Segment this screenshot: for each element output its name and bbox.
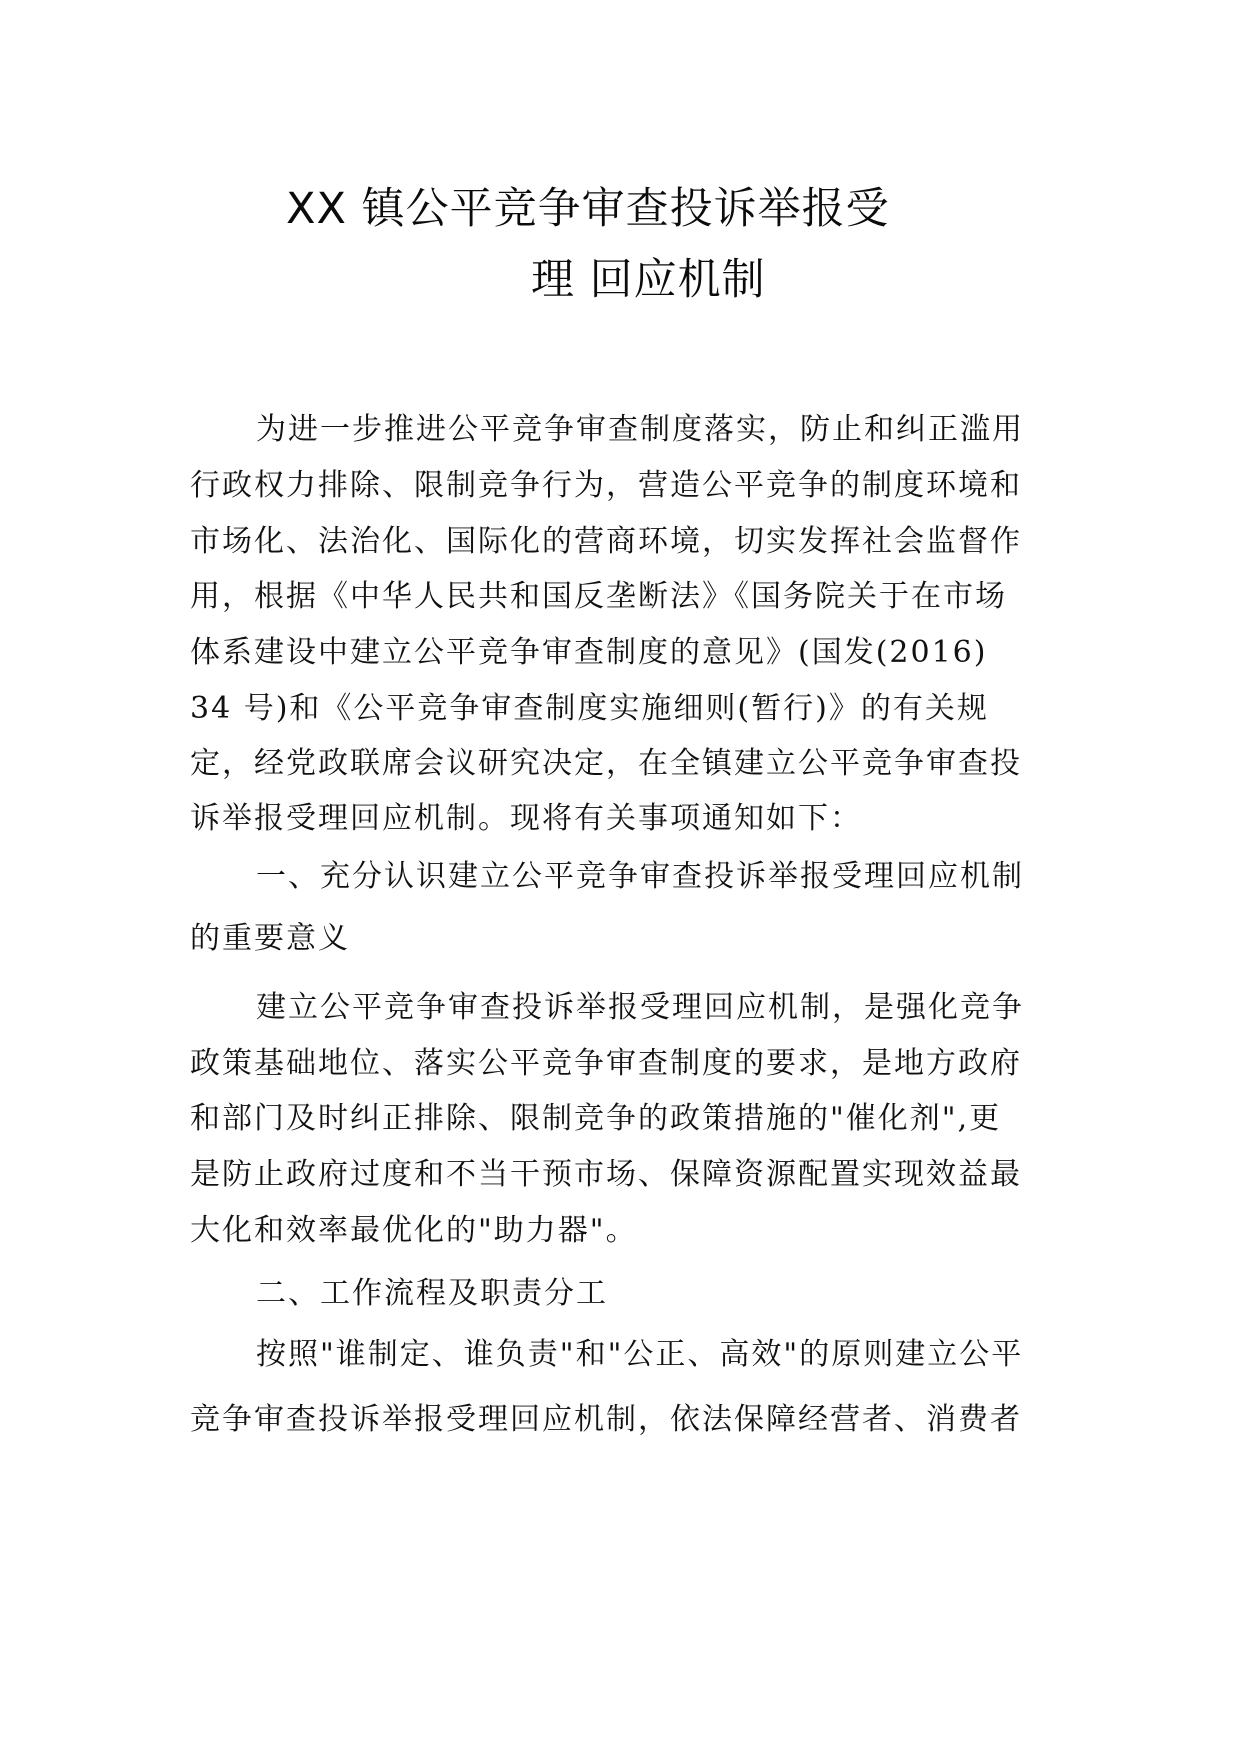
paragraph-line: 建立公平竞争审查投诉举报受理回应机制，是强化竞争 bbox=[256, 990, 1024, 1025]
document-title-line-2: 理 回应机制 bbox=[531, 255, 766, 305]
paragraph-line: 是防止政府过度和不当干预市场、保障资源配置实现效益最 bbox=[190, 1157, 1022, 1192]
paragraph-line: 竞争审查投诉举报受理回应机制，依法保障经营者、消费者 bbox=[190, 1402, 1022, 1437]
paragraph-line: 为进一步推进公平竞争审查制度落实，防止和纠正滥用 bbox=[256, 412, 1024, 447]
paragraph-line: 34 号)和《公平竞争审查制度实施细则(暂行)》的有关规 bbox=[190, 691, 989, 726]
document-title-line-1: XX 镇公平竞争审查投诉举报受 bbox=[286, 184, 890, 234]
paragraph-line: 体系建设中建立公平竞争审查制度的意见》(国发(2016) bbox=[190, 635, 988, 670]
paragraph-line: 行政权力排除、限制竞争行为，营造公平竞争的制度环境和 bbox=[190, 468, 1022, 503]
section-heading-line: 一、充分认识建立公平竞争审查投诉举报受理回应机制 bbox=[256, 859, 1024, 894]
paragraph-line: 按照"谁制定、谁负责"和"公正、高效"的原则建立公平 bbox=[256, 1337, 1024, 1372]
paragraph-line: 定，经党政联席会议研究决定，在全镇建立公平竞争审查投 bbox=[190, 746, 1022, 781]
paragraph-line: 市场化、法治化、国际化的营商环境，切实发挥社会监督作 bbox=[190, 524, 1022, 559]
paragraph-line: 诉举报受理回应机制。现将有关事项通知如下： bbox=[190, 801, 862, 836]
section-heading-line: 二、工作流程及职责分工 bbox=[256, 1276, 608, 1311]
paragraph-line: 和部门及时纠正排除、限制竞争的政策措施的"催化剂",更 bbox=[190, 1101, 1002, 1136]
paragraph-line: 用，根据《中华人民共和国反垄断法》《国务院关于在市场 bbox=[190, 579, 1007, 614]
paragraph-line: 大化和效率最优化的"助力器"。 bbox=[190, 1213, 638, 1248]
section-heading-line: 的重要意义 bbox=[190, 921, 350, 956]
paragraph-line: 政策基础地位、落实公平竞争审查制度的要求，是地方政府 bbox=[190, 1046, 1022, 1081]
